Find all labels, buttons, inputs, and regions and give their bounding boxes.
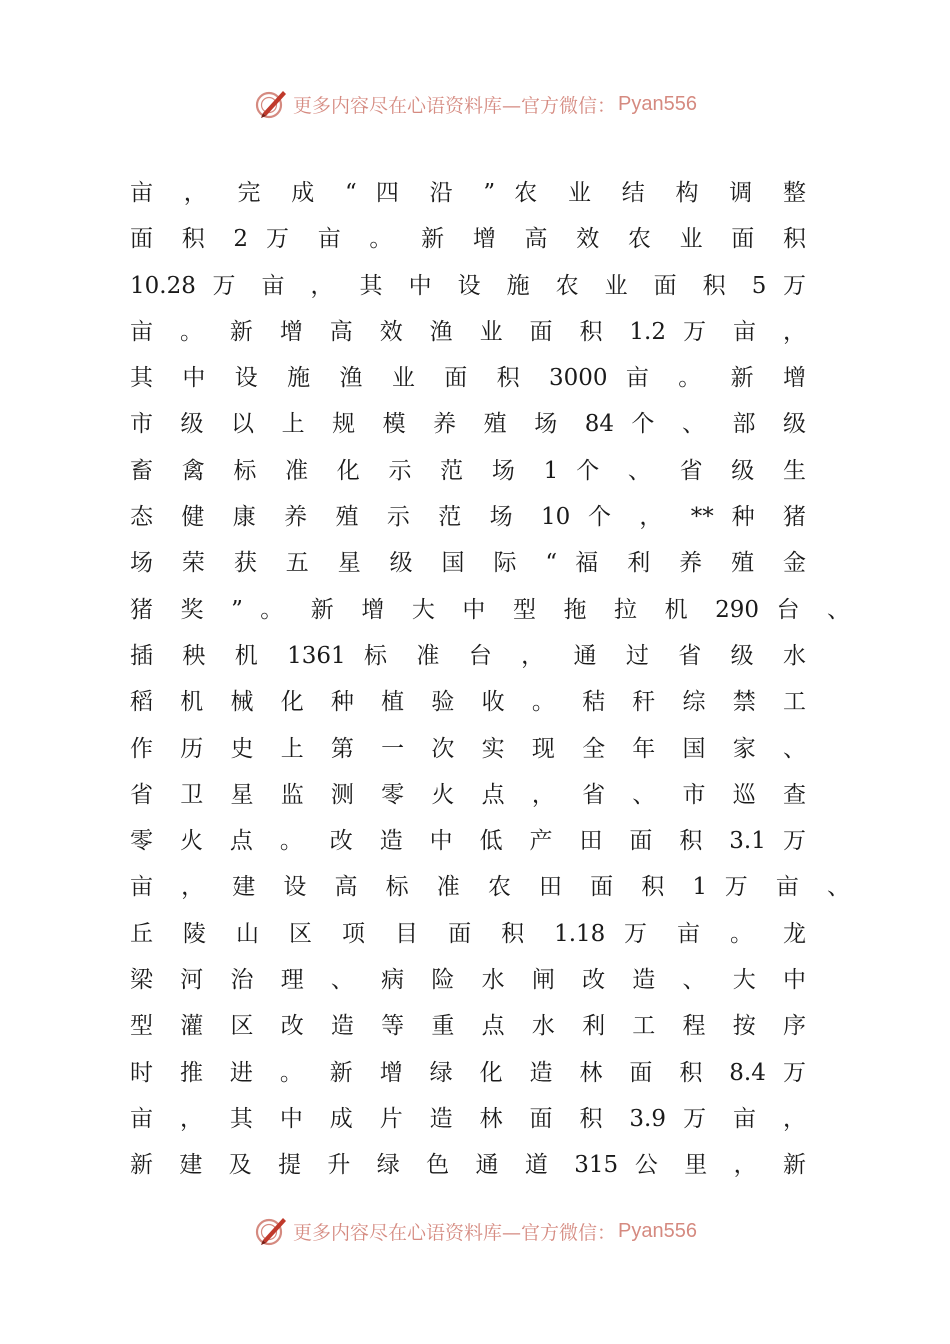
text-line: 面 积 2 万 亩 。 新 增 高 效 农 业 面 积	[130, 226, 806, 253]
footer-text: 更多内容尽在心语资料库—官方微信：	[293, 1221, 617, 1244]
text-line: 丘 陵 山 区 项 目 面 积 1.18 万 亩 。 龙	[130, 920, 806, 947]
text-line: 时 推 进 。 新 增 绿 化 造 林 面 积 8.4 万	[130, 1059, 806, 1086]
text-line: 作 历 史 上 第 一 次 实 现 全 年 国 家 、	[130, 735, 806, 762]
text-line: 型 灌 区 改 造 等 重 点 水 利 工 程 按 序	[130, 1013, 806, 1040]
header-text: 更多内容尽在心语资料库—官方微信：	[293, 94, 617, 117]
document-body	[130, 170, 850, 1189]
pen-logo-icon	[253, 86, 289, 122]
text-line: 10.28 万 亩 ， 其 中 设 施 农 业 面 积 5 万	[130, 272, 806, 299]
header-wechat-id: Pyan556	[618, 92, 697, 115]
text-line: 市 级 以 上 规 模 养 殖 场 84 个 、 部 级	[130, 411, 806, 438]
text-line: 亩 。 新 增 高 效 渔 业 面 积 1.2 万 亩 ，	[130, 318, 806, 345]
text-line: 插 秧 机 1361 标 准 台 ， 通 过 省 级 水	[130, 642, 806, 669]
text-line: 稻 机 械 化 种 植 验 收 。 秸 秆 综 禁 工	[130, 689, 806, 716]
footer-wechat-id: Pyan556	[618, 1219, 697, 1242]
text-line: 其 中 设 施 渔 业 面 积 3000 亩 。 新 增	[130, 365, 806, 392]
text-line: 省 卫 星 监 测 零 火 点 ， 省 、 市 巡 查	[130, 781, 806, 808]
text-line: 场 荣 获 五 星 级 国 际 “ 福 利 养 殖 金	[130, 550, 806, 577]
footer-banner	[0, 1211, 950, 1251]
text-line: 亩 ， 其 中 成 片 造 林 面 积 3.9 万 亩 ，	[130, 1105, 806, 1132]
header-banner	[0, 84, 950, 124]
text-line: 亩 ， 建 设 高 标 准 农 田 面 积 1 万 亩 、	[130, 874, 850, 901]
text-line: 态 健 康 养 殖 示 范 场 10 个 ， ** 种 猪	[130, 504, 806, 531]
pen-logo-icon	[253, 1213, 289, 1249]
text-line: 零 火 点 。 改 造 中 低 产 田 面 积 3.1 万	[130, 828, 806, 855]
text-line: 亩 ， 完 成 “ 四 沿 ” 农 业 结 构 调 整	[130, 180, 806, 206]
text-line: 猪 奖 ” 。 新 增 大 中 型 拖 拉 机 290 台 、	[130, 596, 850, 623]
text-line: 畜 禽 标 准 化 示 范 场 1 个 、 省 级 生	[130, 457, 806, 484]
text-line: 新 建 及 提 升 绿 色 通 道 315 公 里 ， 新	[130, 1152, 806, 1179]
text-line: 梁 河 治 理 、 病 险 水 闸 改 造 、 大 中	[130, 967, 806, 994]
